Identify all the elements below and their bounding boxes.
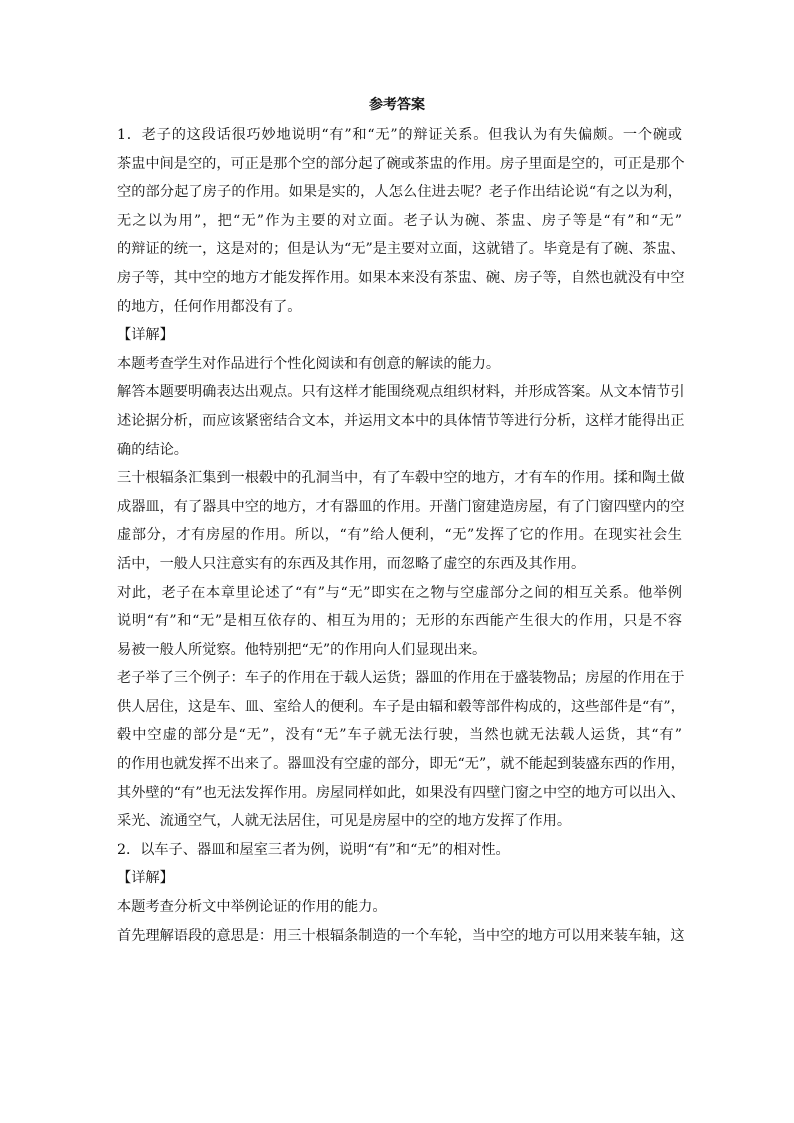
text-line: 三十根辐条汇集到一根毂中的孔洞当中，有了车毂中空的地方，才有车的作用。揉和陶土做: [117, 470, 685, 487]
text-line: 茶盅中间是空的，可正是那个空的部分起了碗或茶盅的作用。房子里面是空的，可正是那个: [117, 155, 685, 172]
text-line: 本题考查分析文中举例论证的作用的能力。: [117, 899, 387, 916]
answer-content: [117, 121, 685, 950]
text-line: 活中，一般人只注意实有的东西及其作用，而忽略了虚空的东西及其作用。: [117, 555, 586, 572]
text-line: 述论据分析，而应该紧密结合文本，并运用文本中的具体情节等进行分析，这样才能得出正: [117, 412, 685, 429]
text-line: 房子等，其中空的地方才能发挥作用。如果本来没有茶盅、碗、房子等，自然也就没有中空: [117, 269, 685, 286]
text-line: 本题考查学生对作品进行个性化阅读和有创意的解读的能力。: [117, 355, 501, 372]
text-line: 首先理解语段的意思是：用三十根辐条制造的一个车轮，当中空的地方可以用来装车轴，这: [117, 927, 685, 944]
text-line: 2．以车子、器皿和屋室三者为例，说明“有”和“无”的相对性。: [117, 841, 510, 858]
page-title: 参考答案: [369, 97, 425, 113]
text-line: 解答本题要明确表达出观点。只有这样才能围绕观点组织材料，并形成答案。从文本情节引: [117, 384, 685, 401]
section-heading-detail: 【详解】: [117, 870, 174, 887]
text-line: 的地方，任何作用都没有了。: [117, 298, 302, 315]
text-line: 供人居住，这是车、皿、室给人的便利。车子是由辐和毂等部件构成的，这些部件是“有”，: [117, 698, 685, 715]
text-line: 采光、流通空气，人就无法居住，可见是房屋中的空的地方发挥了作用。: [117, 813, 572, 830]
text-line: 的作用也就发挥不出来了。器皿没有空虚的部分，即无“无”，就不能起到装盛东西的作用，: [117, 756, 685, 773]
text-line: 的辩证的统一，这是对的；但是认为“无”是主要对立面，这就错了。毕竟是有了碗、茶盅、: [117, 241, 685, 258]
text-line: 对此，老子在本章里论述了“有”与“无”即实在之物与空虚部分之间的相互关系。他举例: [117, 584, 682, 601]
text-line: 毂中空虚的部分是“无”，没有“无”车子就无法行驶，当然也就无法载人运货，其“有”: [117, 727, 682, 744]
text-line: 成器皿，有了器具中空的地方，才有器皿的作用。开凿门窗建造房屋，有了门窗四壁内的空: [117, 498, 685, 515]
text-line: 空的部分起了房子的作用。如果是实的，人怎么住进去呢？老子作出结论说“有之以为利，: [117, 184, 682, 201]
section-heading-detail: 【详解】: [117, 327, 174, 344]
text-line: 虚部分，才有房屋的作用。所以，“有”给人便利，“无”发挥了它的作用。在现实社会生: [117, 527, 682, 544]
text-line: 易被一般人所觉察。他特别把“无”的作用向人们显现出来。: [117, 641, 487, 658]
text-line: 确的结论。: [117, 441, 188, 458]
text-line: 说明“有”和“无”是相互依存的、相互为用的；无形的东西能产生很大的作用，只是不容: [117, 613, 682, 630]
text-line: 无之以为用”，把“无”作为主要的对立面。老子认为碗、茶盅、房子等是“有”和“无”: [117, 212, 682, 229]
text-line: 老子举了三个例子：车子的作用在于载人运货；器皿的作用在于盛装物品；房屋的作用在于: [117, 670, 685, 687]
text-line: 其外壁的“有”也无法发挥作用。房屋同样如此，如果没有四壁门窗之中空的地方可以出入、: [117, 784, 685, 801]
text-line: 1．老子的这段话很巧妙地说明“有”和“无”的辩证关系。但我认为有失偏颇。一个碗或: [117, 127, 682, 143]
